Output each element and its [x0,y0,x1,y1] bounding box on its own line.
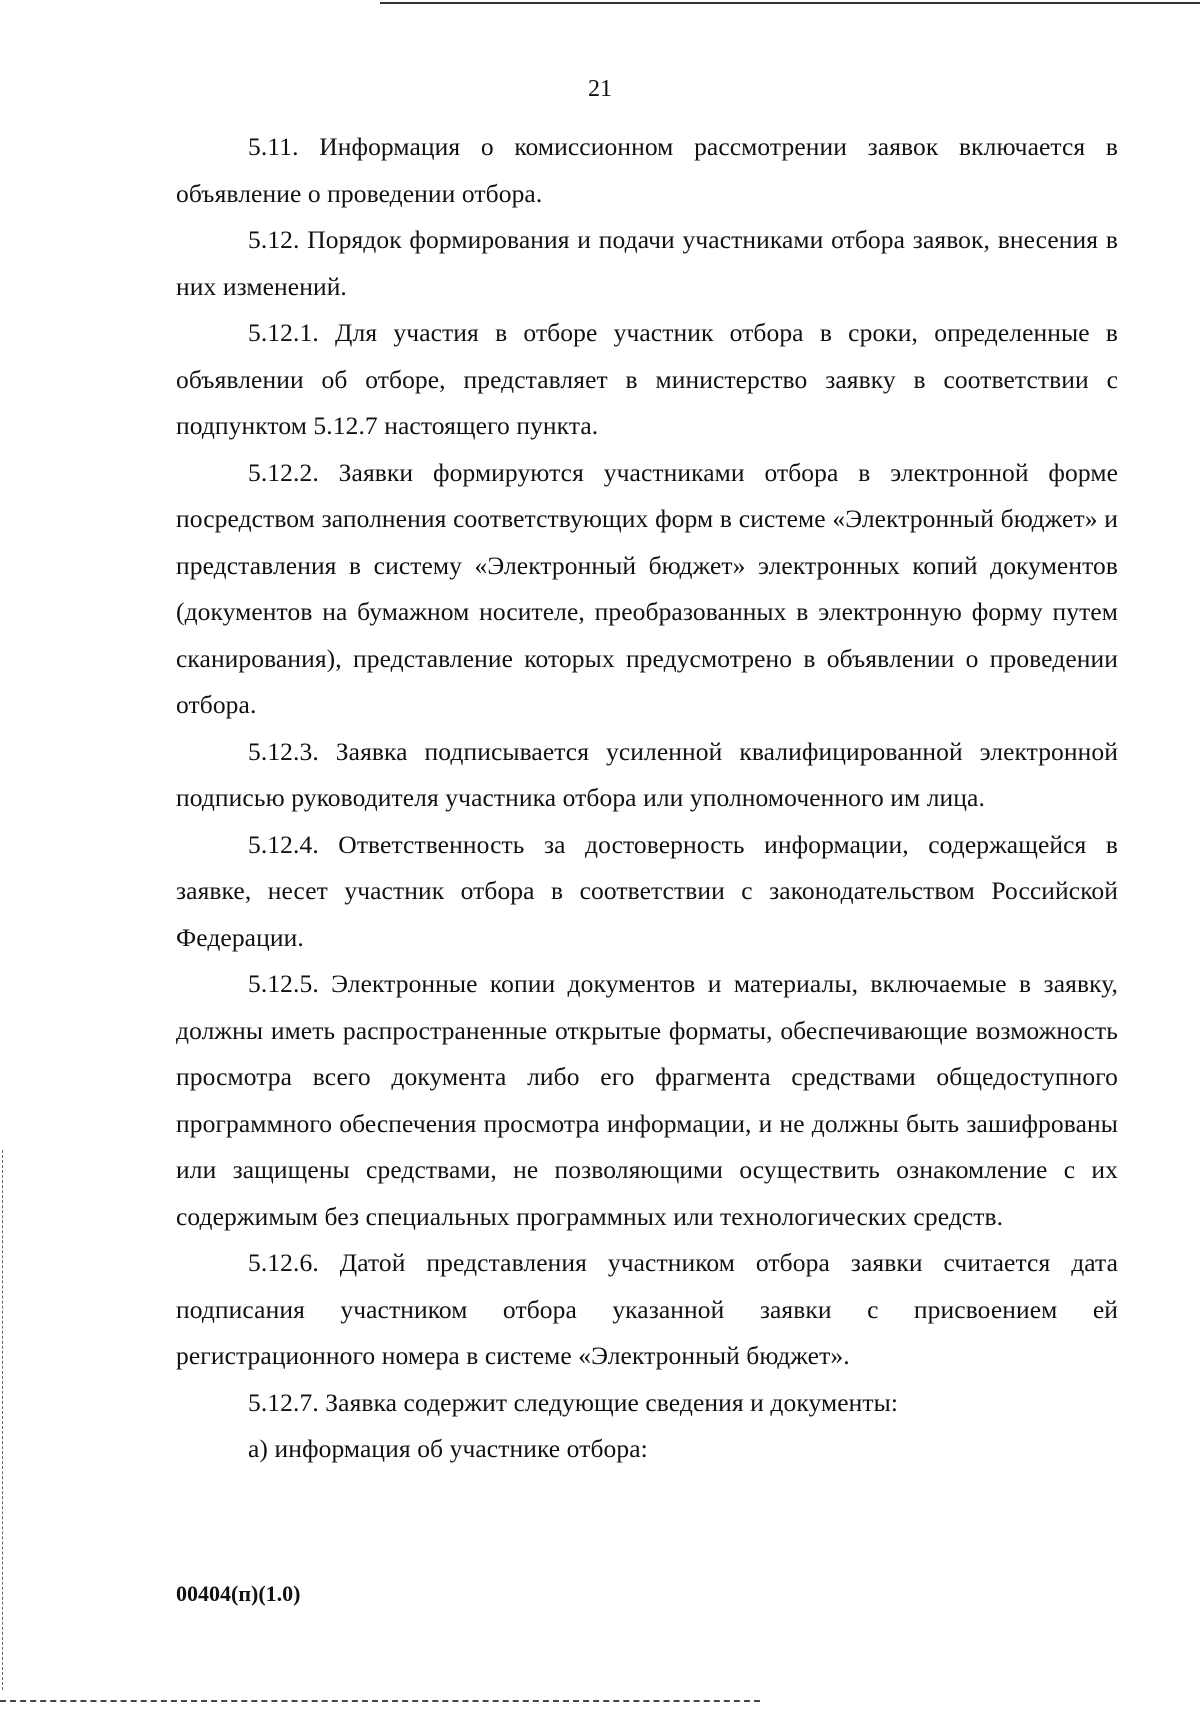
footer-document-code: 00404(п)(1.0) [176,1581,301,1606]
top-rule [380,2,1200,4]
page-number: 21 [588,76,612,102]
paragraph-5-12-7: 5.12.7. Заявка содержит следующие сведения и документы: [248,1387,899,1417]
bottom-rule [0,1700,760,1702]
paragraph-5-12-3: 5.12.3. Заявка подписывается усиленной квалифицированной электронной подписью руководителя участника отбора или уполномоченного им лица. [176,736,1118,812]
paragraph-5-11: 5.11. Информация о комиссионном рассмотрении заявок включается в объявление о проведении отбора. [176,132,1118,208]
left-edge-rule [2,1150,3,1690]
paragraph-5-12-1: 5.12.1. Для участия в отборе участник отбора в сроки, определенные в объявлении об отборе, представляет в министерство заявку в соответствии с подпунктом 5.12.7 настоящего пункта. [176,318,1118,440]
paragraph-5-12-6: 5.12.6. Датой представления участником отбора заявки считается дата подписания участником отбора указанной заявки с присвоением ей регистрационного номера в системе «Электронный бюджет». [176,1248,1118,1370]
paragraph-5-12-4: 5.12.4. Ответственность за достоверность информации, содержащейся в заявке, несет участник отбора в соответствии с законодательством Российской Федерации. [176,829,1118,952]
paragraph-5-12-2: 5.12.2. Заявки формируются участниками отбора в электронной форме посредством заполнения соответствующих форм в системе «Электронный бюджет» и представления в систему «Электронный бюджет» электронных копий документов (документов на бумажном носителе, преобразованных в электронную форму путем сканирования), представление которых предусмотрено в объявлении о проведении отбора. [176,457,1118,719]
document-body [176,124,1118,1473]
paragraph-5-12: 5.12. Порядок формирования и подачи участниками отбора заявок, внесения в них изменений. [176,225,1118,301]
paragraph-a: а) информация об участнике отбора: [248,1434,648,1463]
paragraph-5-12-5: 5.12.5. Электронные копии документов и материалы, включаемые в заявку, должны иметь распространенные открытые форматы, обеспечивающие возможность просмотра всего документа либо его фрагмента средствами общедоступного программного обеспечения просмотра информации, и не должны быть зашифрованы или защищены средствами, не позволяющими осуществить ознакомление с их содержимым без специальных программных или технологических средств. [176,969,1118,1231]
